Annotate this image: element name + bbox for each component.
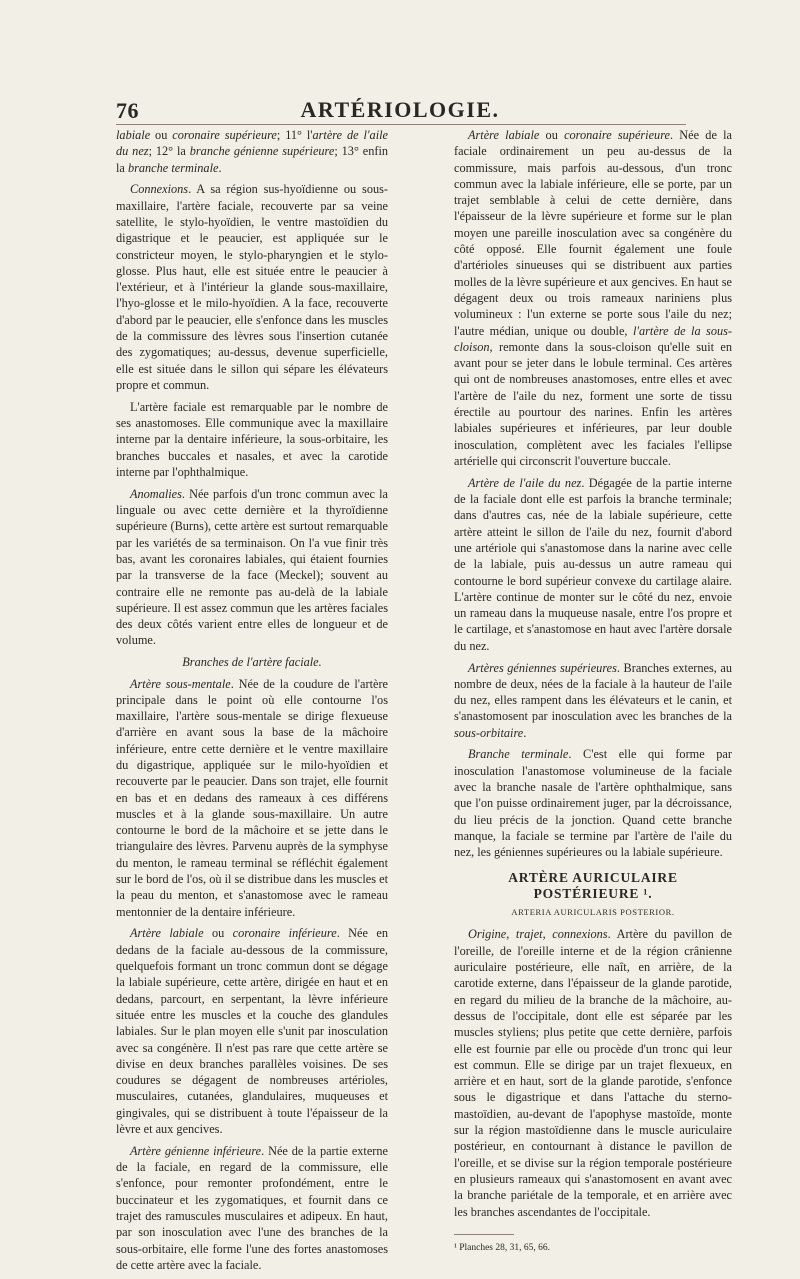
- paragraph-origine: Origine, trajet, connexions. Artère du pavillon de l'oreille, de l'oreille interne et de la région crânienne auriculaire postérieure, elle naît, en arrière, de la carotide externe, dans l'épaisseur de la glande parotide, en regard du milieu de la branche de la mâchoire, au-dessus de l'occipitale, dont elle est séparée par les muscles styliens; plus petite que cette dernière, parfois elle est fournie par elle ou procède d'un tronc qui leur est commun. Elle se dirige par un trajet flexueux, en arrière et en haut, sort de la glande parotide, s'enfonce sous le digastrique et dans l'attache du sterno-mastoïdien, au-devant de l'apophyse mastoïde, monte sur la région mastoïdienne dans le muscle auriculaire postérieur, en contournant à distance le pavillon de l'oreille, et se divise sur la région temporale postérieure en plusieurs rameaux qui s'anastomosent en avant avec la branche pariétale de la temporale, et en arrière avec les branches ascendantes de l'occipitale.: [454, 927, 732, 1219]
- section-subtitle: ARTERIA AURICULARIS POSTERIOR.: [511, 907, 675, 918]
- section-title: ARTÈRE AURICULAIRE POSTÉRIEURE ¹.: [508, 869, 678, 901]
- right-column: [454, 127, 732, 1262]
- paragraph-branche-terminale: Branche terminale. C'est elle qui forme par inosculation l'anastomose volumineuse de la faciale avec la branche nasale de l'artère ophthalmique, sans que l'on puisse ordinairement juger, par la décroissance, du lieu précis de la jonction. Quand cette branche manque, la faciale se termine par l'artère de l'aile du nez, les géniennes supérieures ou la labiale supérieure.: [454, 747, 732, 860]
- paragraph-label: Artère labiale: [468, 128, 540, 142]
- running-head: ARTÉRIOLOGIE.: [300, 97, 500, 122]
- paragraph-label: Anomalies: [130, 486, 182, 501]
- paragraph-genienne-inferieure: Artère génienne inférieure. Née de la partie externe de la faciale, en regard de la commissure, elle s'enfonce, pour remonter profondément, entre le buccinateur et les zygomatiques, et fournit dans ce trajet des ramuscules musculaires et adipeux. En haut, par son inosculation avec l'une des branches de la sous-orbitaire, elle forme l'une des fortes anastomoses de cette artère avec la faciale.: [116, 1143, 388, 1272]
- paragraph-label: Artère labiale: [130, 926, 204, 941]
- paragraph-label: Artères géniennes supérieures: [468, 660, 617, 675]
- subheading-branches: Branches de l'artère faciale.: [182, 655, 322, 670]
- paragraph-anomalies: Anomalies. Née parfois d'un tronc commun avec la linguale ou avec cette dernière et la thyroïdienne supérieure (Burns), cette artère est surtout remarquable par les variétés de sa terminaison. On l'a vue finir très bas, avant les coronaires labiales, qui étaient fournies par la transverse de la face (Meckel); souvent au contraire elle ne remonte pas au-delà de la labiale supérieure. Il est assez commun que les artères faciales des deux côtés varient entre elles de longueur et de volume.: [116, 486, 388, 648]
- paragraph-label: Origine, trajet, connexions: [468, 927, 608, 942]
- paragraph-connexions: Connexions. A sa région sus-hyoïdienne ou sous-maxillaire, l'artère faciale, recouverte par sa veine satellite, le stylo-hyoïdien, le ventre mastoïdien du digastrique et le peaucier, est appliquée sur le constricteur moyen, le stylo-pharyngien et le stylo-glosse. Plus haut, elle est située entre le peaucier à l'extérieur, et à l'intérieur la glande sous-maxillaire, l'hyo-glosse et le milo-hyoïdien. A la face, recouverte d'abord par le peaucier, elle s'enfonce dans les muscles de la commissure des lèvres sous l'insertion cutanée des zygomatiques; au-dessus, devenue superficielle, elle est située dans le sillon qui sépare les élévateurs propre et commun.: [116, 182, 388, 392]
- footnote: ¹ Planches 28, 31, 65, 66.: [454, 1242, 550, 1253]
- left-column: [116, 127, 388, 1279]
- paragraph-label: Artère génienne inférieure: [130, 1143, 262, 1158]
- paragraph-labiale-inferieure: Artère labiale ou coronaire inférieure. Née en dedans de la faciale au-dessous de la commissure, quelquefois formant un tronc commun dont se dégage la labiale supérieure, cette artère, dirigée en haut et en dedans, parcourt, en serpentant, la lèvre inférieure située entre les muscles et la couche des glandules labiales. Sur le plan moyen elle s'unit par inosculation avec sa congénère. Il n'est pas rare que cette artère se divise en deux branches parallèles voisines. De ses coudures se dégagent de nombreuses artérioles, musculaires, cutanées, glandulaires, muqueuses et gingivales, qui se distribuent à toute l'épaisseur de la lèvre et aux gencives.: [116, 926, 388, 1137]
- paragraph-labiale-superieure: Artère labiale ou coronaire supérieure. Née de la faciale ordinairement un peu au-dessus de la commissure, mais parfois au-dessous, d'un tronc commun avec la labiale inférieure, elle se porte, par un trajet semblable à celui de cette dernière, dans l'épaisseur de la lèvre supérieure et forme sur le plan moyen une pareille inosculation avec sa congénère du côté opposé. Elle fournit également une foule d'artérioles sinueuses qui se distribuent aux parties molles de la lèvre supérieure et aux gencives. En haut se dégagent deux ou trois rameaux nariniens plus volumineux : l'un externe se porte sous l'aile du nez; l'autre médian, unique ou double, l'artère de la sous-cloison, remonte dans la sous-cloison qu'elle suit en avant pour se jeter dans le lobule terminal. Ces artères qui ont de nombreuses anastomoses, entre elles et avec l'artère de l'aile du nez, forment une sorte de tissu érectile au pourtour des narines. Enfin les artères labiales supérieures et inférieures, par leur double inosculation, complètent avec les faciales l'ellipse artérielle qui circonscrit l'ouverture buccale.: [454, 128, 733, 468]
- paragraph-label: Connexions: [130, 182, 189, 197]
- paragraph-label: Branche terminale: [468, 747, 569, 762]
- paragraph-label: Artère de l'aile du nez: [468, 475, 582, 490]
- paragraph-sous-mentale: Artère sous-mentale. Née de la coudure de l'artère principale dans le point où elle contourne l'os maxillaire, l'artère sous-mentale se dirige flexueuse d'arrière en avant sous la base de la mâchoire inférieure, entre cette dernière et le ventre maxillaire du digastrique, appliquée sur le milo-hyoïdien et recouverte par le peaucier. Dans son trajet, elle fournit en bas et en dedans des rameaux à ces différens muscles et à la glande sous-maxillaire. Un autre contourne le bord de la mâchoire et se jette dans le triangulaire des lèvres. Parvenu auprès de la symphyse du menton, le rameau terminal se réfléchit également sur le bord de l'os, où il se distribue dans les muscles et la peau du menton, et s'anastomose avec le rameau mentonnier de la dentaire inférieure.: [116, 676, 388, 919]
- paragraph-branch-list: labiale ou coronaire supérieure; 11° l'artère de l'aile du nez; 12° la branche génienne supérieure; 13° enfin la branche terminale.: [116, 128, 389, 175]
- paragraph-anastomoses: L'artère faciale est remarquable par le nombre de ses anastomoses. Elle communique avec la maxillaire interne par la dentaire inférieure, la sous-orbitaire, les branches buccales et nasales, et avec la carotide interne par l'ophthalmique.: [116, 399, 388, 479]
- paragraph-geniennes-superieures: Artères géniennes supérieures. Branches externes, au nombre de deux, nées de la faciale à la hauteur de l'aile du nez, elles rampent dans les élévateurs et le canin, et s'anastomosent par inosculation avec les branches de la sous-orbitaire.: [454, 660, 733, 740]
- page-number: 76: [116, 98, 139, 123]
- footnote-rule: [454, 1234, 514, 1235]
- paragraph-aile-du-nez: Artère de l'aile du nez. Dégagée de la partie interne de la faciale dont elle est parfois la branche terminale; dans d'autres cas, née de la labiale supérieure, cette artère atteint le sillon de l'aile du nez, fournit d'abord une artériole qui s'anastomose dans la narine avec celle de la labiale, puis au-dessus un autre rameau qui contourne le bord supérieur convexe du cartilage alaire. L'artère continue de monter sur le côté du nez, envoie un rameau dans la muqueuse nasale, entre l'os propre et le cartilage, et s'anastomose en haut avec l'artère dorsale du nez.: [454, 475, 732, 653]
- paragraph-label: Artère sous-mentale: [130, 676, 231, 691]
- header-rule: [116, 124, 686, 125]
